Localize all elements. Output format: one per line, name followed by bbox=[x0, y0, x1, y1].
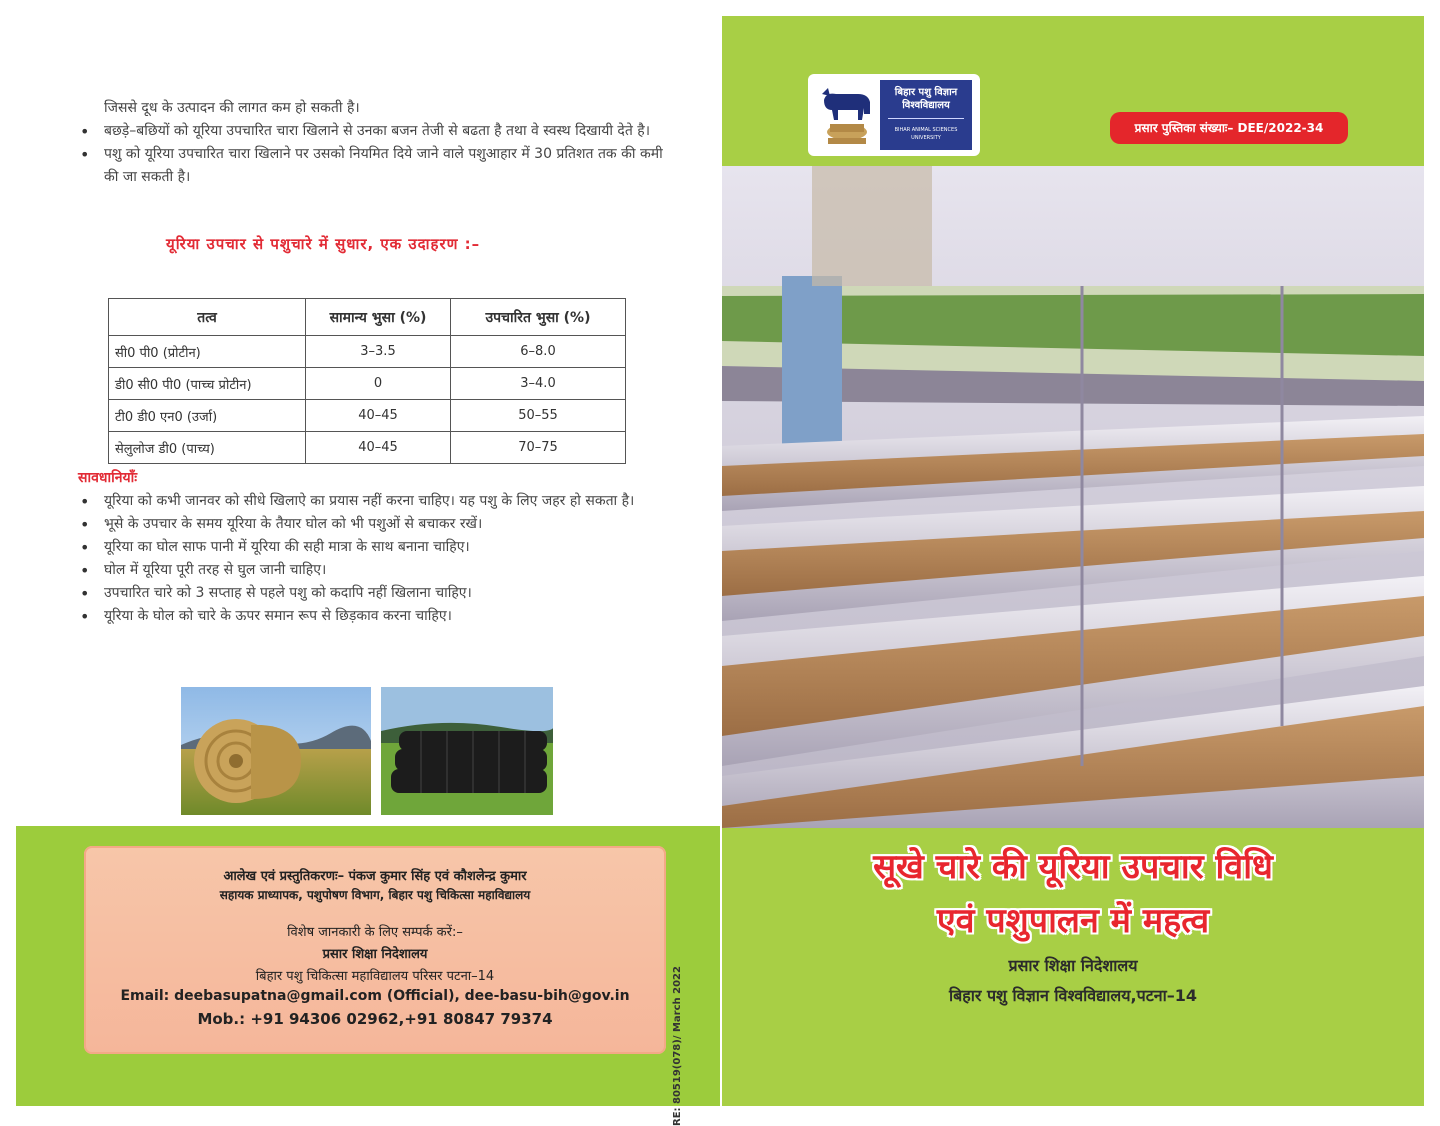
table-cell: 3–4.0 bbox=[451, 368, 626, 400]
cow-emblem-icon bbox=[818, 80, 876, 150]
designation-line: सहायक प्राध्यापक, पशुपोषण विभाग, बिहार पशु चिकित्सा महाविद्यालय bbox=[219, 888, 531, 902]
contact-mobile: Mob.: +91 94306 02962,+91 80847 79374 bbox=[197, 1010, 553, 1028]
cover-title-line-1: सूखे चारे की यूरिया उपचार विधि bbox=[873, 847, 1273, 887]
table-cell: सेलुलोज डी0 (पाच्य) bbox=[109, 432, 306, 464]
list-item: • यूरिया के घोल को चारे के ऊपर समान रूप से छिड़काव करना चाहिए। bbox=[76, 605, 676, 628]
logo-english-name: BIHAR ANIMAL SCIENCES UNIVERSITY bbox=[894, 127, 958, 141]
table-cell: 40–45 bbox=[306, 432, 451, 464]
contact-email: Email: deebasupatna@gmail.com (Official), dee-basu-bih@gov.in bbox=[120, 988, 630, 1004]
cover-title-line-2: एवं पशुपालन में महत्व bbox=[936, 901, 1210, 941]
cover-photo bbox=[722, 166, 1424, 828]
table-cell: 3–3.5 bbox=[306, 336, 451, 368]
table-row bbox=[109, 368, 626, 400]
silage-bales-photo bbox=[381, 687, 553, 815]
author-line: आलेख एवं प्रस्तुतिकरणः– पंकज कुमार सिंह एवं कौशलेन्द्र कुमार bbox=[223, 869, 527, 884]
list-item: • उपचारित चारे को 3 सप्ताह से पहले पशु को कदापि नहीं खिलाना चाहिए। bbox=[76, 582, 676, 605]
list-item: • पशु को यूरिया उपचारित चारा खिलाने पर उसको नियमित दिये जाने वाले पशुआहार में 30 प्रतिशत तक की कमी की जा सकती है। bbox=[76, 143, 676, 189]
contact-box bbox=[84, 846, 666, 1054]
table-cell: टी0 डी0 एन0 (उर्जा) bbox=[109, 400, 306, 432]
list-item: • घोल में यूरिया पूरी तरह से घुल जानी चाहिए। bbox=[76, 559, 676, 582]
table-row bbox=[109, 432, 626, 464]
intro-line: जिससे दूध के उत्पादन की लागत कम हो सकती है। bbox=[104, 100, 360, 116]
contact-label: विशेष जानकारी के लिए सम्पर्क करें:– bbox=[287, 925, 463, 940]
table-heading: यूरिया उपचार से पशुचारे में सुधार, एक उदाहरण :– bbox=[166, 235, 481, 253]
column-header-normal-straw: सामान्य भुसा (%) bbox=[306, 299, 451, 336]
cover-department: प्रसार शिक्षा निदेशालय bbox=[1008, 956, 1138, 975]
back-page bbox=[16, 16, 720, 1126]
registration-number: RE: 80519(078)/ March 2022 bbox=[672, 966, 683, 1126]
list-item: • भूसे के उपचार के समय यूरिया के तैयार घोल को भी पशुओं से बचाकर रखें। bbox=[76, 513, 676, 536]
list-item: • यूरिया को कभी जानवर को सीधे खिलाऐ का प्रयास नहीं करना चाहिए। यह पशु के लिए जहर हो सकता है। bbox=[76, 490, 676, 513]
booklet-number-badge: प्रसार पुस्तिका संख्याः– DEE/2022-34 bbox=[1110, 112, 1348, 144]
table-cell: डी0 सी0 पी0 (पाच्च प्रोटीन) bbox=[109, 368, 306, 400]
logo-divider bbox=[888, 118, 964, 119]
table-row bbox=[109, 400, 626, 432]
contact-campus: बिहार पशु चिकित्सा महाविद्यालय परिसर पटना–14 bbox=[255, 969, 495, 984]
cover-title bbox=[722, 840, 1424, 948]
column-header-element: तत्व bbox=[109, 299, 306, 336]
logo-title-block bbox=[880, 80, 972, 150]
table-row bbox=[109, 336, 626, 368]
list-item: • बछड़े–बछियों को यूरिया उपचारित चारा खिलाने से उनका बजन तेजी से बढता है तथा वे स्वस्थ दिखायी देते है। bbox=[76, 120, 676, 143]
benefit-list bbox=[76, 120, 676, 189]
table-cell: सी0 पी0 (प्रोटीन) bbox=[109, 336, 306, 368]
table-cell: 0 bbox=[306, 368, 451, 400]
table-cell: 50–55 bbox=[451, 400, 626, 432]
contact-organization: प्रसार शिक्षा निदेशालय bbox=[322, 947, 428, 962]
back-cover-footer bbox=[16, 826, 720, 1126]
front-cover bbox=[722, 16, 1424, 1106]
composition-table bbox=[108, 298, 626, 464]
caution-heading: सावधानियाँः bbox=[78, 470, 138, 486]
university-logo bbox=[808, 74, 980, 156]
table-cell: 6–8.0 bbox=[451, 336, 626, 368]
list-item: • यूरिया का घोल साफ पानी में यूरिया की सही मात्रा के साथ बनाना चाहिए। bbox=[76, 536, 676, 559]
hay-bale-photo bbox=[181, 687, 371, 815]
table-cell: 70–75 bbox=[451, 432, 626, 464]
column-header-treated-straw: उपचारित भुसा (%) bbox=[451, 299, 626, 336]
table-header-row bbox=[109, 299, 626, 336]
table-cell: 40–45 bbox=[306, 400, 451, 432]
logo-hindi-name: बिहार पशु विज्ञान विश्वविद्यालय bbox=[894, 87, 958, 111]
caution-list bbox=[76, 490, 676, 628]
cover-university: बिहार पशु विज्ञान विश्वविद्यालय,पटना–14 bbox=[948, 986, 1198, 1005]
